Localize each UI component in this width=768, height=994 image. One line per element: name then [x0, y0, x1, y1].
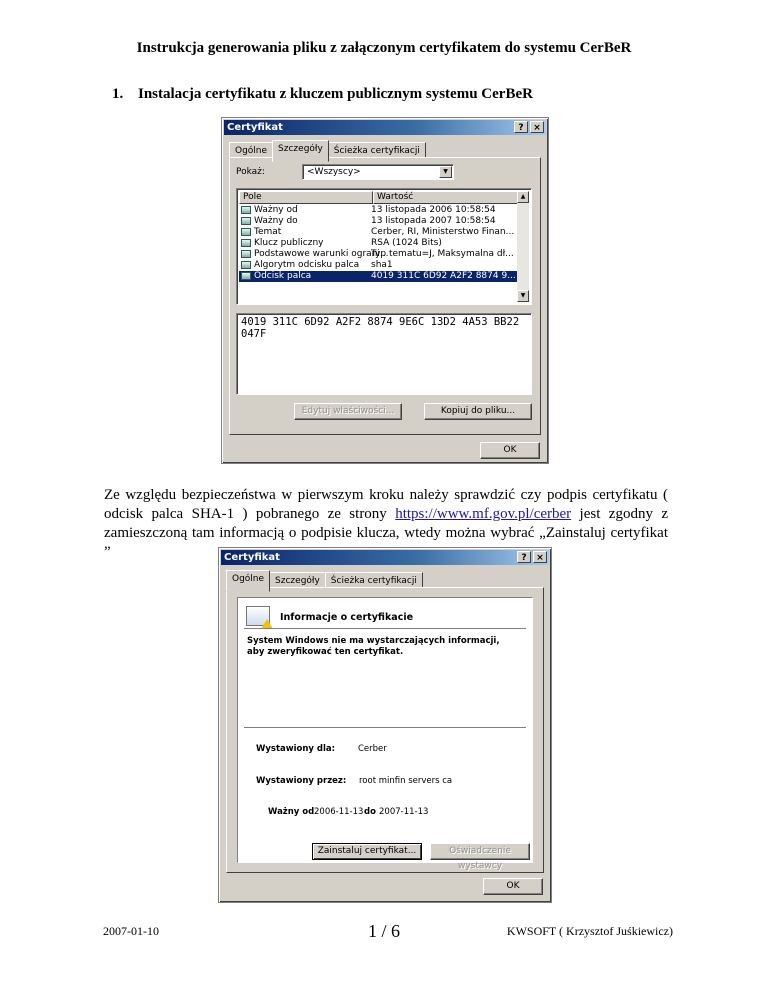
issued-by-value: root minfin servers ca [359, 776, 453, 786]
warning-line-2: aby zweryfikować ten certyfikat. [247, 647, 404, 657]
column-value-header[interactable]: Wartość [373, 191, 519, 204]
scroll-down-icon[interactable]: ▼ [517, 290, 529, 302]
show-label: Pokaż: [236, 167, 265, 177]
row-value: 4019 311C 6D92 A2F2 8874 9... [371, 271, 516, 281]
certificate-field-icon [241, 217, 251, 225]
copy-to-file-button[interactable]: Kopiuj do pliku... [424, 403, 532, 420]
row-value: 13 listopada 2007 10:58:54 [371, 216, 496, 226]
dialog-title: Certyfikat [227, 122, 283, 133]
certificate-field-icon [241, 206, 251, 214]
certificate-dialog-general [218, 547, 552, 903]
tab-panel [229, 157, 541, 435]
show-select[interactable] [302, 164, 454, 180]
certificate-warning-icon [246, 606, 270, 626]
paragraph-text-continued: jest zgodny z zamieszczoną tam informacją o podpisie klucza, wtedy można wybrać „Zainstaluj certyfikat ” [104, 506, 668, 560]
scroll-up-icon[interactable]: ▲ [517, 191, 529, 203]
edit-properties-button[interactable]: Edytuj właściwości... [294, 403, 402, 420]
row-field: Klucz publiczny [254, 238, 324, 248]
footer-date: 2007-01-10 [103, 924, 159, 938]
dialog-titlebar [224, 120, 546, 135]
ok-button[interactable]: OK [480, 442, 540, 459]
section-heading [112, 86, 533, 103]
cerber-link[interactable]: https://www.mf.gov.pl/cerber [395, 506, 572, 522]
close-button[interactable]: × [530, 121, 544, 133]
list-item-selected[interactable] [239, 271, 517, 282]
valid-from-value: 2006-11-13 [314, 807, 364, 817]
certificate-field-icon [241, 261, 251, 269]
chevron-down-icon[interactable]: ▼ [439, 166, 452, 178]
list-item[interactable] [239, 227, 517, 238]
warning-line-1: System Windows nie ma wystarczających informacji, [247, 636, 500, 646]
issued-by-label: Wystawiony przez: [256, 776, 347, 786]
valid-to-value: 2007-11-13 [379, 807, 429, 817]
row-field: Temat [254, 227, 282, 237]
row-field: Ważny od [254, 205, 298, 215]
tab-general[interactable]: Ogólne [229, 142, 273, 161]
install-certificate-button[interactable]: Zainstaluj certyfikat... [312, 843, 422, 860]
certificate-field-icon [241, 272, 251, 280]
close-button[interactable]: × [533, 551, 547, 563]
column-field-header[interactable]: Pole [239, 191, 373, 204]
row-field: Ważny do [254, 216, 298, 226]
help-button[interactable]: ? [514, 121, 528, 133]
ok-button[interactable]: OK [483, 878, 543, 895]
tab-general[interactable]: Ogólne [226, 570, 270, 592]
tab-certification-path[interactable]: Ścieżka certyfikacji [328, 142, 426, 161]
row-value: RSA (1024 Bits) [371, 238, 442, 248]
row-field: Algorytm odcisku palca [254, 260, 360, 270]
issued-to-value: Cerber [358, 744, 387, 754]
dialog-titlebar [221, 550, 549, 565]
divider [244, 727, 526, 728]
list-item[interactable] [239, 238, 517, 249]
help-button[interactable]: ? [517, 551, 531, 563]
list-item[interactable] [239, 249, 517, 260]
list-item[interactable] [239, 260, 517, 271]
row-value: Cerber, RI, Ministerstwo Finan... [371, 227, 515, 237]
list-item[interactable] [239, 205, 517, 216]
detail-value-box[interactable] [236, 313, 532, 395]
tab-panel [226, 587, 544, 873]
row-value: 13 listopada 2006 10:58:54 [371, 205, 496, 215]
info-heading: Informacje o certyfikacie [280, 612, 414, 623]
fields-list[interactable] [236, 188, 532, 305]
detail-line-1: 4019 311C 6D92 A2F2 8874 9E6C 13D2 4A53 BB22 [241, 316, 520, 328]
extension-icon [241, 250, 251, 258]
list-scrollbar[interactable] [517, 191, 529, 302]
footer-page-number: 1 / 6 [367, 921, 400, 941]
detail-line-2: 047F [241, 328, 267, 340]
row-field: Odcisk palca [254, 271, 312, 281]
list-item[interactable] [239, 216, 517, 227]
valid-from-label: Ważny od [268, 807, 315, 817]
tab-details[interactable]: Szczegóły [272, 140, 329, 162]
certificate-field-icon [241, 228, 251, 236]
certificate-info-box [237, 597, 533, 871]
tab-certification-path[interactable]: Ścieżka certyfikacji [325, 572, 423, 591]
dialog-title: Certyfikat [224, 552, 280, 563]
section-title: Instalacja certyfikatu z kluczem publicznym systemu CerBeR [138, 86, 533, 102]
list-header [239, 191, 519, 204]
certificate-field-icon [241, 239, 251, 247]
divider [244, 628, 526, 629]
row-field: Podstawowe warunki ograni... [254, 249, 389, 259]
certificate-dialog-details [221, 117, 549, 464]
footer-author: KWSOFT ( Krzysztof Juśkiewicz) [506, 924, 673, 938]
valid-to-label: do [364, 807, 376, 817]
document-title: Instrukcja generowania pliku z załączonym certyfikatem do systemu CerBeR [136, 40, 632, 56]
tab-details[interactable]: Szczegóły [269, 572, 326, 591]
row-value: sha1 [371, 260, 393, 270]
row-value: Typ tematu=J, Maksymalna dł... [371, 249, 514, 259]
issued-to-label: Wystawiony dla: [256, 744, 336, 754]
section-number: 1. [112, 86, 124, 102]
issuer-statement-button[interactable]: Oświadczenie wystawcy [430, 843, 530, 860]
show-select-value: <Wszyscy> [307, 167, 361, 177]
paragraph-text: Ze względu bezpieczeństwa w pierwszym kroku należy sprawdzić czy podpis certyfikatu ( odcisk palca SHA-1 ) pobranego ze strony [104, 487, 668, 522]
